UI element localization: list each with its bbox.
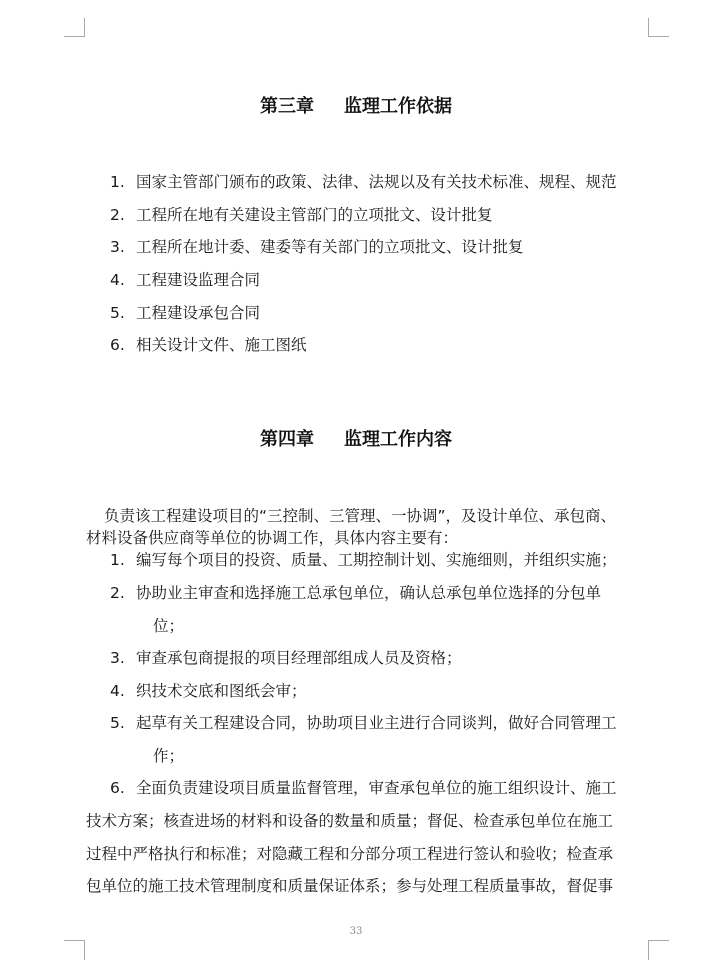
list-item-text: 工程所在地有关建设主管部门的立项批文、设计批复 bbox=[136, 206, 493, 224]
chapter3-heading bbox=[0, 92, 712, 118]
list-item-continuation: 过程中严格执行和标准；对隐藏工程和分部分项工程进行签认和验收；检查承 bbox=[86, 845, 614, 863]
list-item bbox=[110, 679, 307, 701]
chapter4-title: 监理工作内容 bbox=[344, 429, 452, 450]
list-item-text: 工程建设监理合同 bbox=[136, 271, 261, 289]
list-item-number: 3. bbox=[110, 238, 125, 256]
list-item-text: 国家主管部门颁布的政策、法律、法规以及有关技术标准、规程、规范 bbox=[136, 173, 617, 191]
list-item-text: 审查承包商提报的项目经理部组成人员及资格； bbox=[136, 649, 462, 667]
list-item bbox=[110, 268, 260, 290]
list-item-text: 协助业主审查和选择施工总承包单位，确认总承包单位选择的分包单 bbox=[136, 584, 602, 602]
list-item-continuation: 作； bbox=[153, 747, 185, 765]
list-item-text: 起草有关工程建设合同，协助项目业主进行合同谈判，做好合同管理工 bbox=[136, 714, 617, 732]
list-item-number: 5. bbox=[110, 714, 125, 732]
crop-mark-top-left bbox=[64, 18, 85, 37]
list-item-continuation: 技术方案；核查进场的材料和设备的数量和质量；督促、检查承包单位在施工 bbox=[86, 812, 614, 830]
list-item-continuation: 位； bbox=[153, 617, 185, 635]
list-item-number: 3. bbox=[110, 649, 125, 667]
list-item bbox=[110, 776, 617, 798]
crop-mark-bottom-left bbox=[64, 940, 85, 960]
crop-mark-bottom-right bbox=[648, 940, 669, 960]
list-item-text: 工程建设承包合同 bbox=[136, 304, 261, 322]
list-item-number: 4. bbox=[110, 271, 125, 289]
list-item bbox=[110, 548, 617, 570]
list-item-text: 织技术交底和图纸会审； bbox=[136, 682, 307, 700]
list-item-number: 1. bbox=[110, 173, 125, 191]
list-item-text: 相关设计文件、施工图纸 bbox=[136, 336, 307, 354]
list-item-number: 2. bbox=[110, 584, 125, 602]
list-item bbox=[110, 711, 617, 733]
list-item bbox=[110, 203, 493, 225]
list-item-number: 5. bbox=[110, 304, 125, 322]
intro-line: 材料设备供应商等单位的协调工作，具体内容主要有： bbox=[86, 529, 459, 547]
list-item bbox=[110, 646, 462, 668]
list-item-number: 6. bbox=[110, 779, 125, 797]
chapter4-number: 第四章 bbox=[260, 429, 314, 450]
page-number: 33 bbox=[349, 926, 363, 937]
list-item-number: 1. bbox=[110, 551, 125, 569]
intro-line: 负责该工程建设项目的“三控制、三管理、一协调”，及设计单位、承包商、 bbox=[104, 507, 617, 525]
chapter4-heading bbox=[0, 425, 712, 451]
list-item bbox=[110, 581, 601, 603]
list-item-number: 4. bbox=[110, 682, 125, 700]
list-item bbox=[110, 301, 260, 323]
list-item-number: 6. bbox=[110, 336, 125, 354]
list-item bbox=[110, 333, 307, 355]
chapter3-title: 监理工作依据 bbox=[344, 96, 452, 117]
chapter3-number: 第三章 bbox=[260, 96, 314, 117]
list-item bbox=[110, 170, 617, 192]
list-item bbox=[110, 235, 524, 257]
list-item-number: 2. bbox=[110, 206, 125, 224]
list-item-text: 全面负责建设项目质量监督管理，审查承包单位的施工组织设计、施工 bbox=[136, 779, 617, 797]
crop-mark-top-right bbox=[648, 18, 669, 37]
list-item-continuation: 包单位的施工技术管理制度和质量保证体系；参与处理工程质量事故，督促事 bbox=[86, 877, 614, 895]
list-item-text: 工程所在地计委、建委等有关部门的立项批文、设计批复 bbox=[136, 238, 524, 256]
list-item-text: 编写每个项目的投资、质量、工期控制计划、实施细则，并组织实施； bbox=[136, 551, 617, 569]
